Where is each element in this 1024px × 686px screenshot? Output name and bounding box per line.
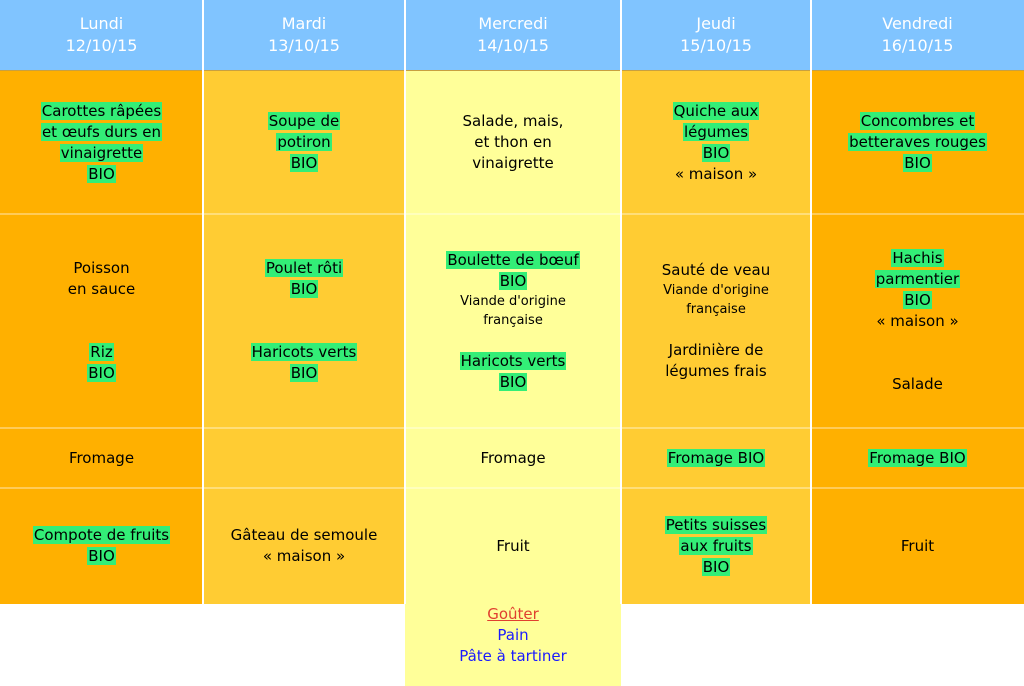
meal-item — [231, 525, 378, 546]
bio-highlight: Haricots verts — [460, 351, 566, 370]
bio-highlight: vinaigrette — [60, 143, 143, 162]
row-separator — [0, 213, 203, 215]
meal-item — [875, 269, 960, 290]
bio-highlight: aux fruits — [680, 536, 752, 555]
day-column-mercredi — [405, 0, 621, 604]
meal-text: « maison » — [674, 164, 758, 183]
meal-entree — [0, 71, 203, 214]
meal-item — [41, 101, 162, 122]
meal-item — [251, 342, 358, 363]
meal-dessert — [811, 488, 1024, 604]
meal-plat — [203, 214, 405, 428]
meal-item — [60, 143, 144, 164]
meal-fromage — [203, 428, 405, 488]
day-header — [811, 0, 1024, 71]
gouter-item: Pâte à tartiner — [459, 647, 567, 665]
day-name: Mercredi — [478, 14, 548, 33]
row-separator — [811, 213, 1024, 215]
bio-highlight: Riz — [90, 343, 113, 361]
bio-highlight: Fromage BIO — [869, 448, 966, 467]
meal-text: « maison » — [262, 547, 346, 565]
meal-item — [667, 448, 765, 469]
meal-item — [33, 525, 170, 546]
meal-text: vinaigrette — [472, 154, 554, 172]
meal-text: et thon en — [474, 133, 552, 151]
bio-highlight: Petits suisses — [665, 515, 767, 534]
meal-item — [472, 153, 554, 174]
row-separator — [405, 213, 621, 215]
day-meals — [0, 71, 203, 604]
meal-item — [892, 374, 943, 395]
bio-highlight: Soupe de — [268, 112, 340, 130]
meal-plat — [811, 214, 1024, 428]
meal-item — [903, 290, 932, 311]
day-name: Lundi — [79, 14, 124, 33]
meal-text: Fromage — [480, 448, 546, 467]
meal-item — [702, 143, 731, 164]
meal-item — [499, 372, 528, 393]
meal-item — [290, 363, 319, 384]
column-divider — [620, 0, 622, 604]
meal-text: Fruit — [900, 536, 935, 555]
bio-highlight: Poulet rôti — [265, 259, 343, 277]
meal-entree — [811, 71, 1024, 214]
day-meals — [811, 71, 1024, 604]
row-separator — [203, 213, 405, 215]
meal-text: Fruit — [496, 536, 530, 555]
meal-text: Jardinière de — [668, 341, 764, 359]
meal-text: Salade, mais, — [462, 112, 564, 130]
bio-highlight: BIO — [290, 280, 318, 298]
bio-highlight: Carottes râpées — [41, 101, 162, 120]
meal-fromage — [811, 428, 1024, 488]
meal-text: Poisson — [73, 259, 130, 277]
meal-item — [665, 361, 766, 382]
bio-highlight: BIO — [904, 290, 931, 309]
meal-item — [265, 258, 343, 279]
column-divider — [202, 0, 204, 604]
meal-entree — [203, 71, 405, 214]
meal-item — [683, 122, 749, 143]
day-meals — [405, 71, 621, 604]
day-name: Vendredi — [882, 14, 953, 33]
meal-text: Viande d'origine — [663, 283, 769, 298]
meal-plat — [621, 214, 811, 428]
bio-highlight: Compote de fruits — [33, 526, 170, 544]
gouter-item: Pain — [497, 626, 529, 644]
row-separator — [811, 427, 1024, 429]
meal-item — [290, 279, 319, 300]
column-divider — [404, 0, 406, 604]
meal-text: Fromage — [68, 448, 135, 467]
meal-item — [662, 260, 770, 281]
meal-item — [496, 536, 529, 557]
meal-text: légumes frais — [665, 362, 767, 380]
meal-item — [87, 164, 116, 185]
bio-highlight: Quiche aux — [673, 101, 759, 120]
day-header — [405, 0, 621, 71]
bio-highlight: potiron — [277, 133, 331, 151]
meal-item — [903, 153, 932, 174]
row-separator — [621, 213, 811, 215]
bio-highlight: BIO — [290, 364, 318, 382]
bio-highlight: BIO — [499, 271, 527, 290]
meal-entree — [405, 71, 621, 214]
meal-item — [460, 351, 567, 372]
row-separator — [621, 427, 811, 429]
meal-item — [463, 111, 564, 132]
meal-text: « maison » — [876, 311, 959, 330]
bio-highlight: BIO — [88, 547, 115, 565]
meal-entree — [621, 71, 811, 214]
row-separator — [203, 427, 405, 429]
meal-item — [41, 122, 162, 143]
meal-item — [474, 132, 551, 153]
bio-highlight: Fromage BIO — [667, 448, 765, 467]
bio-highlight: Concombres et — [860, 112, 975, 130]
bio-highlight: BIO — [499, 372, 527, 391]
meal-note — [460, 292, 566, 311]
meal-text: en sauce — [67, 280, 136, 298]
row-separator — [203, 487, 405, 489]
bio-highlight: parmentier — [875, 269, 960, 288]
meal-item — [276, 132, 331, 153]
day-date: 15/10/15 — [680, 36, 752, 55]
day-header — [0, 0, 203, 71]
meal-item — [69, 448, 134, 469]
meal-item — [901, 536, 934, 557]
meal-item — [499, 271, 528, 292]
meal-text: française — [483, 312, 543, 328]
day-meals — [203, 71, 405, 604]
meal-item — [860, 111, 975, 132]
day-column-vendredi — [811, 0, 1024, 604]
day-date: 14/10/15 — [477, 36, 549, 55]
meal-plat — [0, 214, 203, 428]
meal-item — [891, 248, 943, 269]
gouter-box — [405, 604, 621, 686]
meal-dessert — [0, 488, 203, 604]
row-separator — [0, 427, 203, 429]
day-column-mardi — [203, 0, 405, 604]
row-separator — [405, 427, 621, 429]
meal-fromage — [621, 428, 811, 488]
meal-item — [868, 448, 966, 469]
meal-text: Sauté de veau — [661, 261, 771, 279]
meal-item — [87, 546, 116, 567]
meal-dessert — [621, 488, 811, 604]
day-name: Mardi — [281, 14, 327, 33]
bio-highlight: Hachis — [892, 248, 943, 267]
meal-item — [268, 111, 340, 132]
meal-item — [673, 101, 760, 122]
day-column-lundi — [0, 0, 203, 604]
meal-item — [68, 279, 136, 300]
bio-highlight: BIO — [702, 557, 730, 576]
meal-item — [876, 311, 958, 332]
meal-note — [686, 300, 746, 319]
meal-plat — [405, 214, 621, 428]
bio-highlight: Haricots verts — [251, 343, 357, 361]
day-header — [203, 0, 405, 71]
meal-item — [73, 258, 129, 279]
meal-fromage — [405, 428, 621, 488]
bio-highlight: et œufs durs en — [41, 122, 162, 141]
day-date: 13/10/15 — [268, 36, 340, 55]
meal-item — [669, 340, 764, 361]
meal-dessert — [203, 488, 405, 604]
day-meals — [621, 71, 811, 604]
day-date: 16/10/15 — [881, 36, 954, 55]
row-separator — [405, 487, 621, 489]
meal-fromage — [0, 428, 203, 488]
meal-text: Salade — [892, 374, 943, 393]
row-separator — [811, 487, 1024, 489]
bio-highlight: Boulette de bœuf — [447, 250, 579, 269]
meal-item — [675, 164, 757, 185]
meal-item — [87, 363, 116, 384]
bio-highlight: BIO — [904, 154, 931, 172]
meal-item — [702, 557, 731, 578]
bio-highlight: BIO — [88, 164, 115, 183]
bio-highlight: betteraves rouges — [849, 133, 986, 151]
meal-item — [290, 153, 319, 174]
meal-item — [446, 250, 579, 271]
meal-item — [89, 342, 113, 363]
meal-item — [665, 515, 767, 536]
day-name: Jeudi — [696, 14, 736, 33]
meal-item — [679, 536, 752, 557]
bio-highlight: BIO — [702, 143, 730, 162]
row-separator — [0, 487, 203, 489]
meal-note — [663, 281, 769, 300]
bio-highlight: BIO — [88, 364, 115, 382]
meal-item — [848, 132, 987, 153]
meal-note — [483, 311, 543, 330]
meal-item — [480, 448, 545, 469]
meal-text: Gâteau de semoule — [230, 526, 378, 544]
column-divider — [810, 0, 812, 604]
meal-text: Viande d'origine — [460, 293, 566, 309]
meal-item — [263, 546, 345, 567]
row-separator — [621, 487, 811, 489]
day-column-jeudi — [621, 0, 811, 604]
day-date: 12/10/15 — [65, 36, 138, 55]
bio-highlight: BIO — [290, 154, 318, 172]
day-header — [621, 0, 811, 71]
bio-highlight: légumes — [683, 122, 749, 141]
meal-text: française — [686, 302, 746, 317]
gouter-title: Goûter — [487, 605, 539, 623]
meal-dessert — [405, 488, 621, 604]
